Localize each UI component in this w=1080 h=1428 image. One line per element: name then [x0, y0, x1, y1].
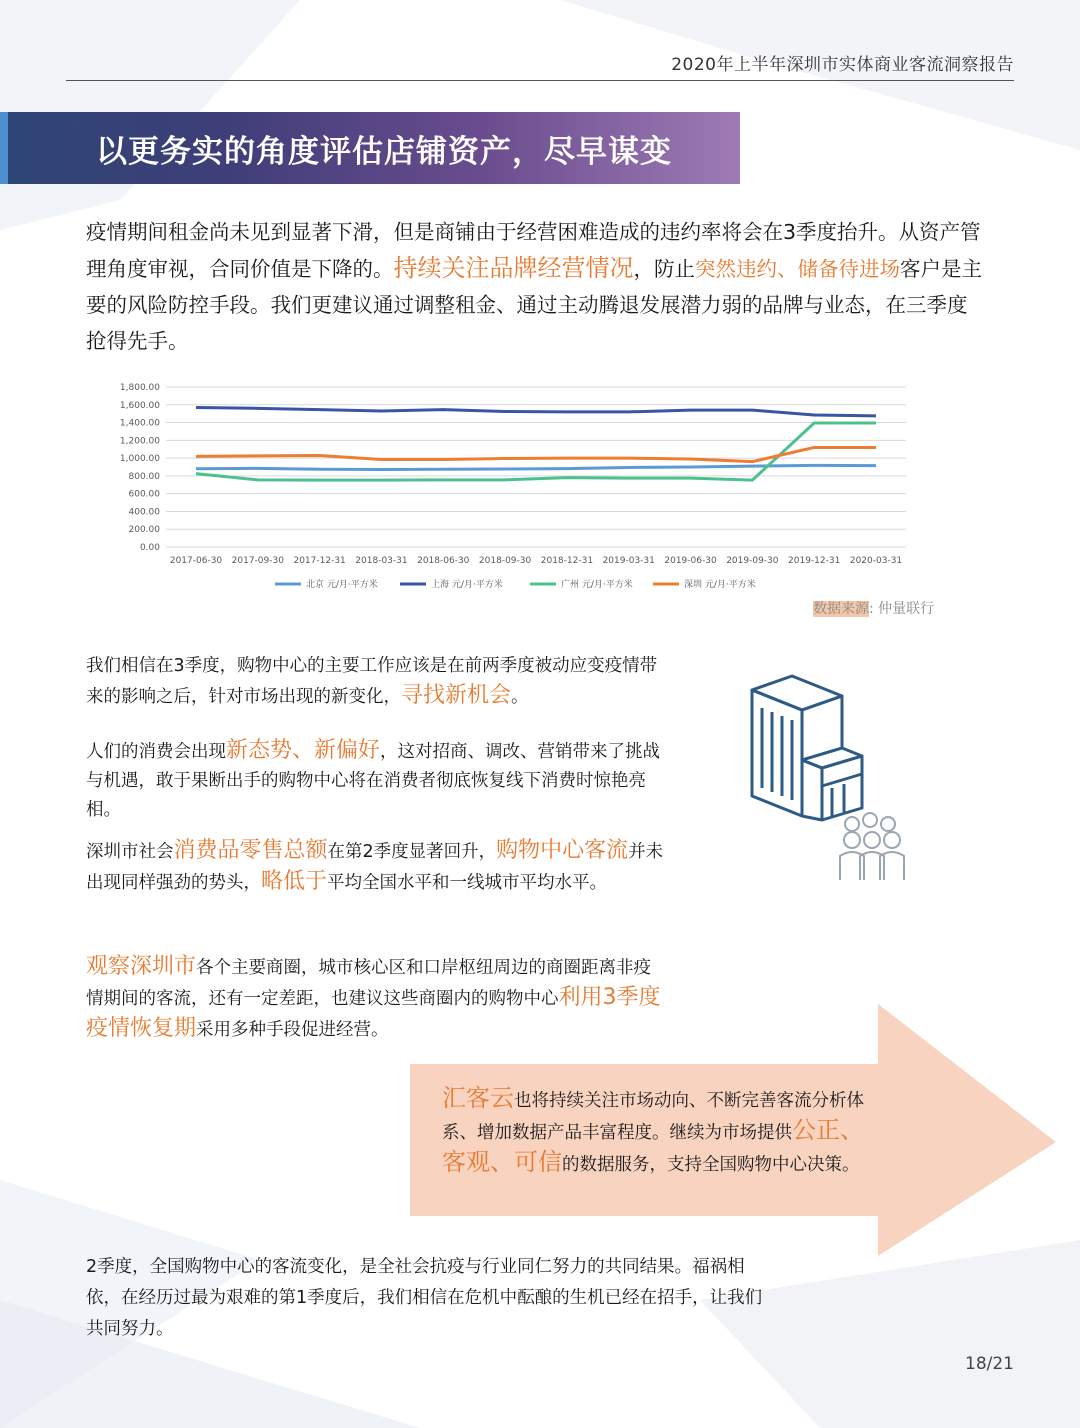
closing-paragraph — [86, 1252, 766, 1345]
banner-accent-edge — [0, 112, 8, 184]
y-tick-label: 0.00 — [139, 543, 160, 553]
x-tick-label: 2019-09-30 — [726, 556, 779, 566]
x-tick-label: 2019-12-31 — [788, 556, 841, 566]
x-tick-label: 2019-06-30 — [664, 556, 717, 566]
header-divider — [66, 80, 1014, 81]
x-tick-label: 2017-09-30 — [231, 556, 284, 566]
shopping-mall-crowd-icon — [740, 668, 920, 898]
series-line — [196, 407, 876, 415]
source-org: : 仲量联行 — [869, 601, 935, 617]
paragraph-retail-sales — [86, 836, 666, 898]
highlight-text: 略低于 — [261, 869, 328, 894]
legend-label: 广州 元/月·平方米 — [561, 580, 633, 590]
text-run: 我们相信在3季度，购物中心的主要工作应该是在前两季度被动应变疫情带来的影响之后，针对市场出现的新变化， — [86, 656, 658, 707]
x-tick-label: 2018-12-31 — [540, 556, 594, 566]
text-run: 的数据服务，支持全国购物中心决策。 — [562, 1155, 860, 1175]
y-tick-label: 1,200.00 — [119, 436, 160, 447]
x-tick-label: 2018-06-30 — [417, 556, 470, 566]
huikeyun-statement — [442, 1084, 882, 1180]
y-tick-label: 1,000.00 — [119, 454, 160, 465]
text-run: 疫情期间租金尚未见到显著下滑，但是商铺由于经营困难造成的违约率将会在3季度抬升。从资产管理角度审视，合同价值是下降的。 — [86, 220, 981, 281]
legend-label: 北京 元/月·平方米 — [306, 580, 378, 590]
text-run: 也将持续关注市场动向、不断完善客流分析体系、增加数据产品丰富程度。继续为市场提供 — [442, 1091, 864, 1143]
text-run: 在第2季度显著回升， — [327, 842, 497, 862]
x-tick-label: 2018-03-31 — [355, 556, 408, 566]
highlight-text: 消费品零售总额 — [173, 838, 328, 863]
text-run: 并未出现同样强劲的势头， — [86, 842, 664, 893]
highlight-text: 新态势、新偏好 — [226, 738, 381, 763]
highlight-text: 汇客云 — [442, 1084, 514, 1112]
text-run: 。 — [511, 687, 529, 707]
x-tick-label: 2017-06-30 — [169, 556, 223, 566]
y-tick-label: 1,400.00 — [119, 418, 160, 429]
y-tick-label: 400.00 — [128, 507, 160, 518]
highlight-text: 购物中心客流 — [496, 838, 629, 863]
x-tick-label: 2019-03-31 — [602, 556, 655, 566]
report-header-title: 2020年上半年深圳市实体商业客流洞察报告 — [671, 55, 1014, 75]
y-tick-label: 800.00 — [128, 471, 160, 482]
text-run: ，防止 — [633, 257, 695, 281]
y-tick-label: 1,800.00 — [119, 383, 160, 393]
highlight-text: 观察深圳市 — [86, 954, 197, 979]
text-run: ，这对招商、调改、营销带来了挑战与机遇，敢于果断出手的购物中心将在消费者彻底恢复线下消费时惊艳亮相。 — [86, 742, 661, 820]
y-tick-label: 1,600.00 — [119, 400, 160, 411]
text-run: 深圳市社会 — [86, 842, 174, 862]
series-line — [196, 465, 876, 469]
highlight-text: 突然违约、储备待进场 — [695, 257, 900, 281]
y-tick-label: 200.00 — [128, 525, 160, 536]
section-title: 以更务实的角度评估店铺资产，尽早谋变 — [96, 134, 672, 170]
legend-label: 深圳 元/月·平方米 — [684, 580, 756, 590]
rent-line-chart — [100, 370, 930, 600]
highlight-text: 公正、客观、可信 — [442, 1116, 864, 1176]
text-run: 人们的消费会出现 — [86, 742, 226, 762]
paragraph-new-opportunity — [86, 652, 666, 712]
highlight-text: 利用3季度疫情恢复期 — [86, 985, 661, 1041]
x-tick-label: 2017-12-31 — [293, 556, 346, 566]
highlight-text: 持续关注品牌经营情况 — [393, 254, 634, 282]
text-run: 2季度，全国购物中心的客流变化，是全社会抗疫与行业同仁努力的共同结果。福祸相依，在经历过最为艰难的第1季度后，我们相信在危机中酝酿的生机已经在招手，让我们共同努力。 — [86, 1257, 763, 1339]
title-banner — [0, 112, 740, 184]
x-tick-label: 2018-09-30 — [478, 556, 532, 566]
highlight-text: 寻找新机会 — [401, 683, 512, 708]
source-label: 数据来源 — [813, 601, 869, 617]
text-run: 采用多种手段促进经营。 — [196, 1020, 389, 1040]
x-tick-label: 2020-03-31 — [849, 556, 903, 566]
intro-paragraph — [86, 214, 986, 359]
series-line — [196, 423, 876, 480]
text-run: 各个主要商圈，城市核心区和口岸枢纽周边的商圈距离非疫情期间的客流，还有一定差距，也建议这些商圈内的购物中心 — [86, 958, 652, 1009]
paragraph-shenzhen-districts — [86, 952, 666, 1045]
legend-label: 上海 元/月·平方米 — [431, 580, 503, 590]
data-source-note — [813, 598, 934, 618]
page-number: 18/21 — [965, 1354, 1014, 1374]
text-run: 客户是主要的风险防控手段。我们更建议通过调整租金、通过主动腾退发展潜力弱的品牌与业态，在三季度抢得先手。 — [86, 257, 982, 353]
paragraph-new-trends — [86, 736, 666, 825]
y-tick-label: 600.00 — [128, 489, 160, 500]
text-run: 平均全国水平和一线城市平均水平。 — [327, 873, 608, 893]
